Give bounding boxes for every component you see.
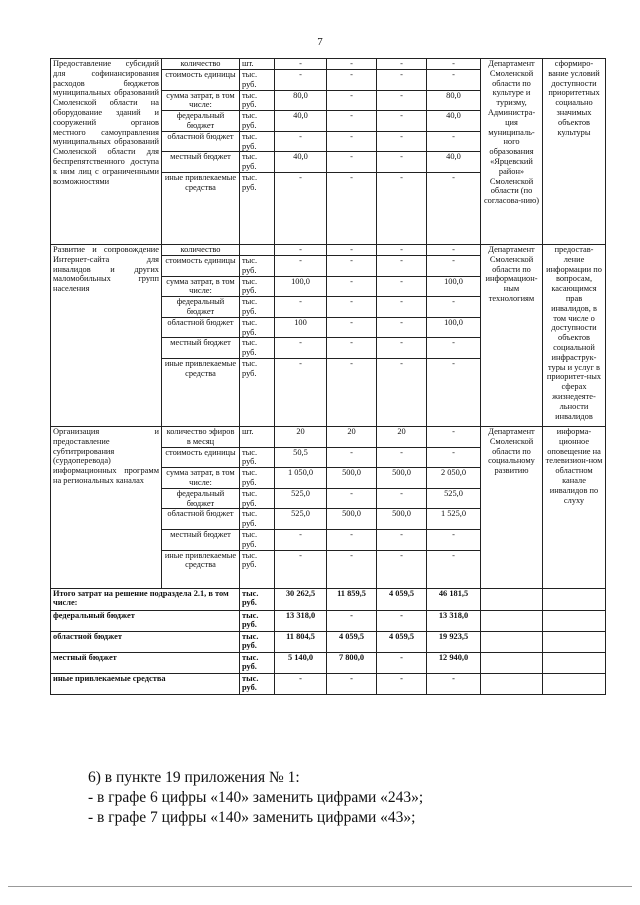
table-row [51, 244, 606, 255]
value-year-2: - [377, 529, 427, 550]
value-total: - [275, 529, 327, 550]
table-row [51, 426, 606, 447]
value-year-1: - [327, 550, 377, 588]
total-row [51, 652, 606, 673]
indicator-cell: иные привлекаемые средства [162, 358, 240, 426]
indicator-cell: количество эфиров в месяц [162, 426, 240, 447]
unit-cell: тыс. руб. [240, 468, 275, 489]
value-total: 1 050,0 [275, 468, 327, 489]
result-cell: предостав-ление информации по вопросам, касающимся прав инвалидов, в том числе о доступности объектов социальной инфраструк-туры и услуг в приоритет-ных сферах жизнедеяте-льности инвалидов [543, 244, 606, 426]
value-year-3: - [427, 358, 481, 426]
value-year-2: - [377, 488, 427, 509]
department-cell: Департамент Смоленской области по информацион-ным технологиям [481, 244, 543, 426]
value-year-3: - [427, 244, 481, 255]
unit-cell: тыс. руб. [240, 297, 275, 318]
department-cell: Департамент Смоленской области по социальному развитию [481, 426, 543, 588]
unit-cell: тыс. руб. [240, 111, 275, 132]
value-year-1: 4 059,5 [327, 631, 377, 652]
value-total: 50,5 [275, 447, 327, 468]
value-year-1: - [327, 529, 377, 550]
value-total: - [275, 297, 327, 318]
unit-cell: тыс. руб. [240, 550, 275, 588]
empty-cell [543, 652, 606, 673]
value-year-1: 11 859,5 [327, 588, 377, 610]
empty-cell [543, 610, 606, 631]
unit-cell: тыс. руб. [240, 652, 275, 673]
value-total: 13 318,0 [275, 610, 327, 631]
value-year-1: - [327, 338, 377, 359]
value-year-1: - [327, 610, 377, 631]
value-total: - [275, 673, 327, 694]
value-year-3: 13 318,0 [427, 610, 481, 631]
indicator-cell: количество [162, 244, 240, 255]
value-total: 40,0 [275, 152, 327, 173]
total-row [51, 610, 606, 631]
unit-cell: тыс. руб. [240, 90, 275, 111]
value-year-3: 1 525,0 [427, 509, 481, 530]
value-year-3: - [427, 550, 481, 588]
indicator-cell: местный бюджет [162, 152, 240, 173]
value-year-1: - [327, 152, 377, 173]
value-year-3: 2 050,0 [427, 468, 481, 489]
indicator-cell: местный бюджет [162, 529, 240, 550]
result-cell: информа-ционное оповещение на телевизион-ном областном канале инвалидов по слуху [543, 426, 606, 588]
total-label: федеральный бюджет [51, 610, 240, 631]
empty-cell [481, 588, 543, 610]
value-year-1: 7 800,0 [327, 652, 377, 673]
value-year-2: 4 059,5 [377, 588, 427, 610]
event-title: Предоставление субсидий для софинансирования расходов бюджетов муниципальных образований Смоленской области на оборудование зданий и сооружений органов местного самоуправления муниципальных образований Смоленской области для беспрепятственного доступа к ним лиц с ограниченными возможностями [51, 59, 162, 245]
unit-cell: тыс. руб. [240, 338, 275, 359]
value-total: 100,0 [275, 276, 327, 297]
empty-cell [481, 610, 543, 631]
value-year-1: - [327, 488, 377, 509]
empty-cell [481, 652, 543, 673]
amendment-line: - в графе 6 цифры «140» заменить цифрами «243»; [88, 789, 424, 806]
value-year-2: - [377, 131, 427, 152]
value-year-1: - [327, 673, 377, 694]
unit-cell: тыс. руб. [240, 172, 275, 244]
value-year-3: - [427, 172, 481, 244]
program-table [50, 58, 606, 695]
value-year-3: - [427, 255, 481, 276]
indicator-cell: стоимость единицы [162, 255, 240, 276]
value-year-3: 40,0 [427, 152, 481, 173]
indicator-cell: областной бюджет [162, 317, 240, 338]
value-year-2: 20 [377, 426, 427, 447]
value-year-2: 4 059,5 [377, 631, 427, 652]
value-year-3: 19 923,5 [427, 631, 481, 652]
value-year-3: - [427, 70, 481, 91]
value-year-3: 100,0 [427, 276, 481, 297]
value-total: 525,0 [275, 509, 327, 530]
indicator-cell: сумма затрат, в том числе: [162, 276, 240, 297]
unit-cell: тыс. руб. [240, 152, 275, 173]
unit-cell: тыс. руб. [240, 276, 275, 297]
value-year-3: - [427, 131, 481, 152]
unit-cell: тыс. руб. [240, 70, 275, 91]
value-year-1: - [327, 59, 377, 70]
value-year-3: - [427, 297, 481, 318]
value-total: 525,0 [275, 488, 327, 509]
event-title: Развитие и сопровождение Интернет-сайта для инвалидов и других маломобильных групп населения [51, 244, 162, 426]
value-year-1: - [327, 111, 377, 132]
total-label: местный бюджет [51, 652, 240, 673]
value-year-1: - [327, 244, 377, 255]
unit-cell: тыс. руб. [240, 529, 275, 550]
value-year-3: - [427, 529, 481, 550]
value-year-1: - [327, 447, 377, 468]
value-total: - [275, 244, 327, 255]
indicator-cell: федеральный бюджет [162, 111, 240, 132]
value-total: 40,0 [275, 111, 327, 132]
indicator-cell: сумма затрат, в том числе: [162, 468, 240, 489]
value-year-1: - [327, 297, 377, 318]
value-year-2: - [377, 244, 427, 255]
event-title: Организация и предоставление субтитрирования (сурдоперевода) информационных программ на региональных каналах [51, 426, 162, 588]
table-row [51, 59, 606, 70]
unit-cell: тыс. руб. [240, 255, 275, 276]
unit-cell: тыс. руб. [240, 358, 275, 426]
value-year-2: - [377, 338, 427, 359]
total-label: областной бюджет [51, 631, 240, 652]
amendment-line: - в графе 7 цифры «140» заменить цифрами «43»; [88, 809, 416, 826]
value-year-3: 100,0 [427, 317, 481, 338]
value-total: - [275, 70, 327, 91]
unit-cell: тыс. руб. [240, 131, 275, 152]
indicator-cell: иные привлекаемые средства [162, 172, 240, 244]
value-year-1: - [327, 276, 377, 297]
indicator-cell: областной бюджет [162, 131, 240, 152]
value-year-3: 12 940,0 [427, 652, 481, 673]
value-year-2: - [377, 358, 427, 426]
value-year-1: 20 [327, 426, 377, 447]
value-year-2: 500,0 [377, 509, 427, 530]
value-year-1: 500,0 [327, 509, 377, 530]
unit-cell: тыс. руб. [240, 610, 275, 631]
value-year-3: 46 181,5 [427, 588, 481, 610]
value-year-2: - [377, 652, 427, 673]
page-number: 7 [317, 36, 323, 48]
value-year-3: - [427, 426, 481, 447]
value-year-3: - [427, 59, 481, 70]
empty-cell [481, 631, 543, 652]
value-year-2: - [377, 317, 427, 338]
value-year-2: - [377, 70, 427, 91]
value-year-1: - [327, 90, 377, 111]
unit-cell: тыс. руб. [240, 673, 275, 694]
value-year-2: - [377, 673, 427, 694]
value-year-3: - [427, 338, 481, 359]
value-year-2: - [377, 59, 427, 70]
unit-cell: шт. [240, 426, 275, 447]
value-year-1: - [327, 317, 377, 338]
empty-cell [481, 673, 543, 694]
unit-cell: тыс. руб. [240, 631, 275, 652]
empty-cell [543, 631, 606, 652]
indicator-cell: местный бюджет [162, 338, 240, 359]
indicator-cell: иные привлекаемые средства [162, 550, 240, 588]
value-year-1: - [327, 70, 377, 91]
indicator-cell: количество [162, 59, 240, 70]
value-year-1: - [327, 358, 377, 426]
indicator-cell: стоимость единицы [162, 447, 240, 468]
empty-cell [543, 588, 606, 610]
value-year-1: - [327, 172, 377, 244]
unit-cell: шт. [240, 59, 275, 70]
value-total: - [275, 550, 327, 588]
value-year-2: - [377, 447, 427, 468]
value-total: - [275, 255, 327, 276]
value-year-2: - [377, 111, 427, 132]
value-year-2: - [377, 152, 427, 173]
value-year-1: 500,0 [327, 468, 377, 489]
value-total: - [275, 338, 327, 359]
unit-cell [240, 244, 275, 255]
empty-cell [543, 673, 606, 694]
total-label: иные привлекаемые средства [51, 673, 240, 694]
amendment-text [88, 768, 423, 828]
value-total: - [275, 358, 327, 426]
amendment-line: 6) в пункте 19 приложения № 1: [88, 769, 300, 786]
value-total: - [275, 59, 327, 70]
value-year-2: - [377, 172, 427, 244]
value-year-2: - [377, 255, 427, 276]
value-year-2: - [377, 610, 427, 631]
value-year-3: - [427, 447, 481, 468]
value-year-3: 525,0 [427, 488, 481, 509]
value-year-2: 500,0 [377, 468, 427, 489]
result-cell: сформиро-вание условий доступности приоритетных социально значимых объектов культуры [543, 59, 606, 245]
unit-cell: тыс. руб. [240, 447, 275, 468]
value-year-3: 40,0 [427, 111, 481, 132]
value-total: 30 262,5 [275, 588, 327, 610]
total-row [51, 673, 606, 694]
indicator-cell: федеральный бюджет [162, 488, 240, 509]
value-total: 20 [275, 426, 327, 447]
footer-rule [8, 886, 632, 887]
value-total: 80,0 [275, 90, 327, 111]
indicator-cell: федеральный бюджет [162, 297, 240, 318]
indicator-cell: областной бюджет [162, 509, 240, 530]
value-year-2: - [377, 550, 427, 588]
total-row [51, 588, 606, 610]
value-total: 5 140,0 [275, 652, 327, 673]
value-year-1: - [327, 255, 377, 276]
total-label: Итого затрат на решение подраздела 2.1, в том числе: [51, 588, 240, 610]
value-total: 100 [275, 317, 327, 338]
unit-cell: тыс. руб. [240, 317, 275, 338]
value-year-3: - [427, 673, 481, 694]
value-total: 11 804,5 [275, 631, 327, 652]
value-total: - [275, 131, 327, 152]
total-row [51, 631, 606, 652]
unit-cell: тыс. руб. [240, 509, 275, 530]
indicator-cell: сумма затрат, в том числе: [162, 90, 240, 111]
value-year-1: - [327, 131, 377, 152]
department-cell: Департамент Смоленской области по культуре и туризму, Администра-ция муниципаль-ного образования «Ярцевский район» Смоленской области (по согласова-нию) [481, 59, 543, 245]
unit-cell: тыс. руб. [240, 488, 275, 509]
value-year-3: 80,0 [427, 90, 481, 111]
indicator-cell: стоимость единицы [162, 70, 240, 91]
value-year-2: - [377, 90, 427, 111]
unit-cell: тыс. руб. [240, 588, 275, 610]
value-year-2: - [377, 297, 427, 318]
value-year-2: - [377, 276, 427, 297]
value-total: - [275, 172, 327, 244]
